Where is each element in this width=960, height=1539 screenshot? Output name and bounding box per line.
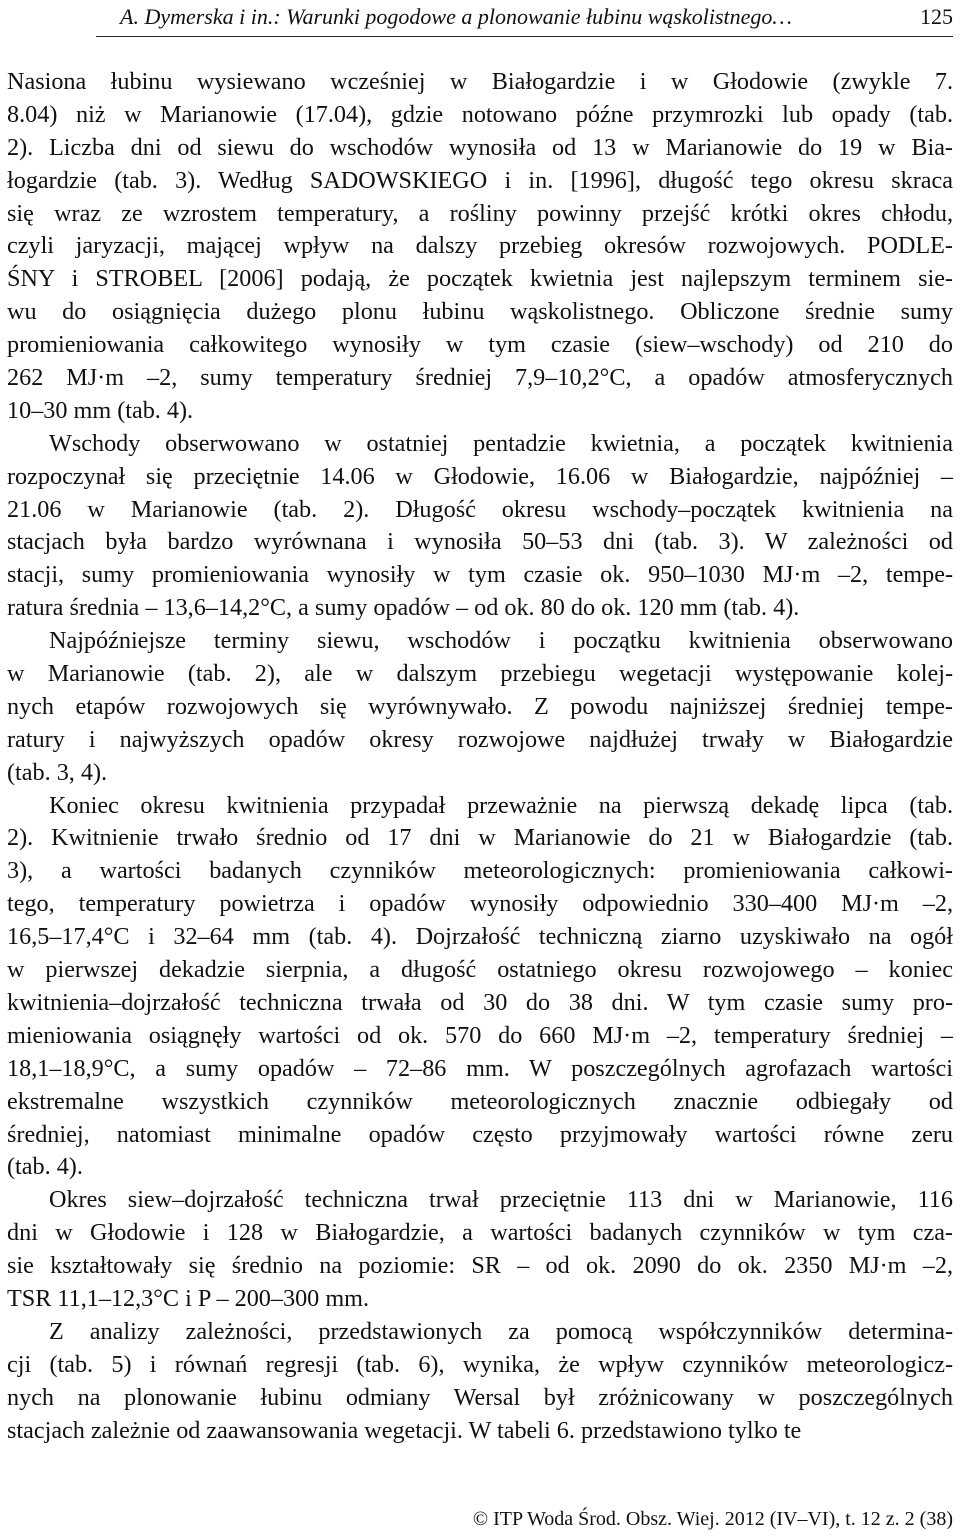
running-header [96, 0, 953, 37]
journal-footer: © ITP Woda Środ. Obsz. Wiej. 2012 (IV–VI), t. 12 z. 2 (38) [472, 1508, 953, 1530]
text-line: stacjach była bardzo wyrównana i wynosiła 50–53 dni (tab. 3). W zależności od [7, 528, 953, 556]
text-line: w pierwszej dekadzie sierpnia, a długość ostatniego okresu rozwojowego – koniec [7, 956, 953, 984]
text-line: nych na plonowanie łubinu odmiany Wersal był zróżnicowany w poszczególnych [7, 1383, 953, 1411]
text-line: wu do osiągnięcia dużego plonu łubinu wąskolistnego. Obliczone średnie sumy [7, 298, 953, 326]
text-line: ŚNY i STROBEL [2006] podają, że początek kwietnia jest najlepszym terminem sie- [7, 265, 953, 293]
text-line: Najpóźniejsze terminy siewu, wschodów i początku kwitnienia obserwowano [49, 627, 953, 655]
text-line: 2). Liczba dni od siewu do wschodów wynosiła od 13 w Marianowie do 19 w Bia- [7, 133, 953, 161]
text-line: sie kształtowały się średnio na poziomie: SR – od ok. 2090 do ok. 2350 MJ·m –2, [7, 1252, 953, 1280]
text-line: 2). Kwitnienie trwało średnio od 17 dni w Marianowie do 21 w Białogardzie (tab. [7, 824, 953, 852]
text-line: 8.04) niż w Marianowie (17.04), gdzie notowano późne przymrozki lub opady (tab. [7, 100, 953, 128]
running-title: A. Dymerska i in.: Warunki pogodowe a plonowanie łubinu wąskolistnego… [120, 4, 792, 29]
text-line: 21.06 w Marianowie (tab. 2). Długość okresu wschody–początek kwitnienia na [7, 495, 953, 523]
text-line: stacji, sumy promieniowania wynosiły w tym czasie ok. 950–1030 MJ·m –2, tempe- [7, 561, 953, 589]
text-line: 10–30 mm (tab. 4). [7, 396, 194, 424]
text-line: kwitnienia–dojrzałość techniczna trwała od 30 do 38 dni. W tym czasie sumy pro- [7, 988, 953, 1016]
text-line: dni w Głodowie i 128 w Białogardzie, a wartości badanych czynników w tym cza- [7, 1219, 953, 1247]
text-line: 18,1–18,9°C, a sumy opadów – 72–86 mm. W poszczególnych agrofazach wartości [7, 1054, 953, 1082]
text-line: (tab. 3, 4). [7, 758, 108, 786]
text-line: w Marianowie (tab. 2), ale w dalszym przebiegu wegetacji występowanie kolej- [7, 660, 953, 688]
text-line: średniej, natomiast minimalne opadów często przyjmowały wartości równe zeru [7, 1120, 953, 1148]
text-line: 3), a wartości badanych czynników meteorologicznych: promieniowania całkowi- [7, 857, 953, 885]
text-line: Nasiona łubinu wysiewano wcześniej w Białogardzie i w Głodowie (zwykle 7. [7, 68, 953, 95]
text-line: ekstremalne wszystkich czynników meteorologicznych znacznie odbiegały od [7, 1087, 953, 1115]
text-line: ratura średnia – 13,6–14,2°C, a sumy opadów – od ok. 80 do ok. 120 mm (tab. 4). [7, 594, 800, 622]
text-line: cji (tab. 5) i równań regresji (tab. 6), wynika, że wpływ czynników meteorologicz- [7, 1350, 953, 1378]
text-line: stacjach zależnie od zaawansowania wegetacji. W tabeli 6. przedstawiono tylko te [7, 1416, 802, 1444]
page-number: 125 [920, 4, 953, 29]
text-line: się wraz ze wzrostem temperatury, a rośliny powinny przejść krótki okres chłodu, [7, 199, 953, 227]
text-line: (tab. 4). [7, 1153, 83, 1181]
text-line: 262 MJ·m –2, sumy temperatury średniej 7,9–10,2°C, a opadów atmosferycznych [7, 364, 953, 392]
text-line: czyli jaryzacji, mającej wpływ na dalszy przebieg okresów rozwojowych. PODLE- [7, 232, 953, 260]
text-line: ratury i najwyższych opadów okresy rozwojowe najdłużej trwały w Białogardzie [7, 725, 953, 753]
text-line: promieniowania całkowitego wynosiły w tym czasie (siew–wschody) od 210 do [7, 331, 953, 359]
text-line: TSR 11,1–12,3°C i P – 200–300 mm. [7, 1284, 369, 1312]
text-line: mieniowania osiągnęły wartości od ok. 570 do 660 MJ·m –2, temperatury średniej – [7, 1021, 953, 1049]
text-line: Okres siew–dojrzałość techniczna trwał przeciętnie 113 dni w Marianowie, 116 [49, 1186, 953, 1214]
text-line: 16,5–17,4°C i 32–64 mm (tab. 4). Dojrzałość techniczną ziarno uzyskiwało na ogół [7, 923, 953, 951]
text-line: tego, temperatury powietrza i opadów wynosiły odpowiednio 330–400 MJ·m –2, [7, 890, 953, 918]
text-line: łogardzie (tab. 3). Według SADOWSKIEGO i in. [1996], długość tego okresu skraca [7, 166, 953, 194]
text-line: Koniec okresu kwitnienia przypadał przeważnie na pierwszą dekadę lipca (tab. [49, 791, 953, 819]
text-line: rozpoczynał się przeciętnie 14.06 w Głodowie, 16.06 w Białogardzie, najpóźniej – [7, 462, 953, 490]
text-line: nych etapów rozwojowych się wyrównywało. Z powodu najniższej średniej tempe- [7, 692, 953, 720]
text-line: Wschody obserwowano w ostatniej pentadzie kwietnia, a początek kwitnienia [49, 429, 953, 457]
text-line: Z analizy zależności, przedstawionych za pomocą współczynników determina- [49, 1317, 953, 1345]
body-text [7, 66, 953, 1447]
